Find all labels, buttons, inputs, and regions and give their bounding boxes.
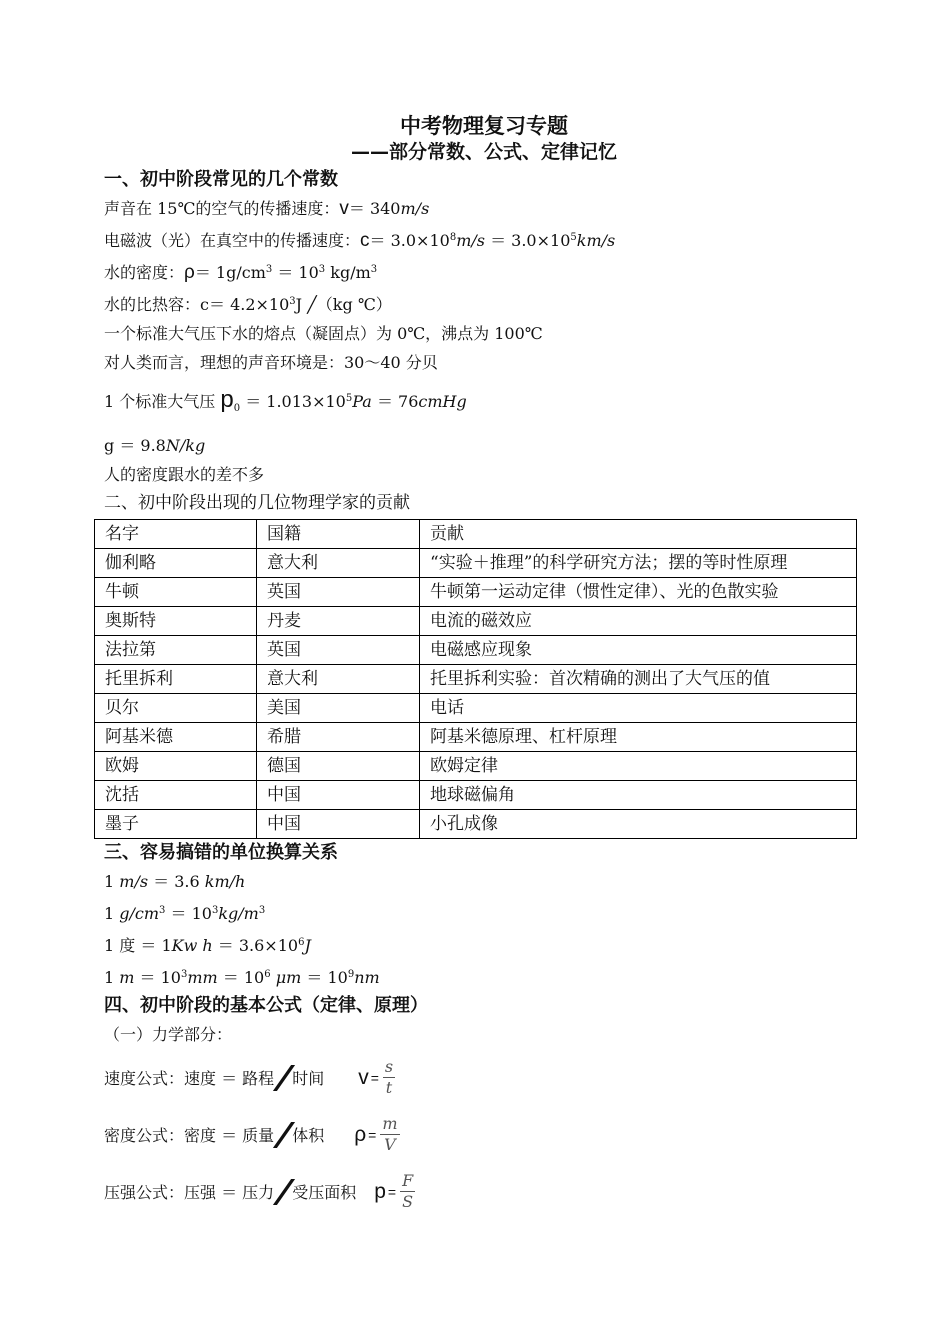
table-row [95, 665, 857, 694]
fraction: $\frac{s}{t}$ [384, 1057, 394, 1098]
nationality-cell: 中国 [257, 810, 420, 839]
contribution-cell: 牛顿第一运动定律（惯性定律）、光的色散实验 [420, 578, 857, 607]
fraction: $\frac{m}{V}$ [382, 1114, 398, 1155]
nationality-cell: 德国 [257, 752, 420, 781]
contribution-cell: 阿基米德原理、杠杆原理 [420, 723, 857, 752]
physicist-name-cell: 伽利略 [95, 549, 257, 578]
atmosphere-line: 1 个标准大气压 $p_0 = 1.013\times 10^5Pa$ ＝ 76cmHg [104, 386, 467, 415]
physicist-name-cell: 牛顿 [95, 578, 257, 607]
formula-speed: 速度公式：速度 ＝ 路程 时间 v = $\frac{s}{t}$ [104, 1057, 394, 1098]
nationality-cell: 英国 [257, 578, 420, 607]
section1-heading: 一、初中阶段常见的几个常数 [104, 169, 338, 190]
sound-speed-line: 声音在 15℃的空气的传播速度：v＝ 340m/s [104, 198, 430, 219]
unit-conversion-speed: 1 m/s ＝ 3.6 km/h [104, 872, 246, 892]
unit-conversion-energy: 1 度 ＝ 1Kw $h = 3.6\times 10^6J$ [104, 936, 311, 956]
formula-density: 密度公式：密度 ＝ 质量 体积 ρ = $\frac{m}{V}$ [104, 1114, 398, 1155]
nationality-cell: 希腊 [257, 723, 420, 752]
column-header: 名字 [95, 520, 257, 549]
table-header-row [95, 520, 857, 549]
section4-heading: 四、初中阶段的基本公式（定律、原理） [104, 995, 428, 1017]
contribution-cell: 小孔成像 [420, 810, 857, 839]
physicist-name-cell: 阿基米德 [95, 723, 257, 752]
unit-conversion-length: 1 $m = 10^3mm = 10^6$ $\mu m = 10^9nm$ [104, 968, 380, 988]
table-row [95, 694, 857, 723]
table-row [95, 607, 857, 636]
contribution-cell: 欧姆定律 [420, 752, 857, 781]
physicist-name-cell: 沈括 [95, 781, 257, 810]
heat-capacity-line: 水的比热容：$c= 4.2\times 10^3J$ ╱（kg ℃） [104, 295, 392, 314]
sound-environment-line: 对人类而言，理想的声音环境是：30～40 分贝 [104, 353, 438, 372]
column-header: 国籍 [257, 520, 420, 549]
nationality-cell: 英国 [257, 636, 420, 665]
contribution-cell: 电流的磁效应 [420, 607, 857, 636]
page-title: 中考物理复习专题 [400, 114, 568, 138]
physicist-name-cell: 墨子 [95, 810, 257, 839]
table-row [95, 781, 857, 810]
physicist-name-cell: 奥斯特 [95, 607, 257, 636]
contribution-cell: “实验＋推理”的科学研究方法；摆的等时性原理 [420, 549, 857, 578]
contribution-cell: 地球磁偏角 [420, 781, 857, 810]
nationality-cell: 中国 [257, 781, 420, 810]
physicist-name-cell: 欧姆 [95, 752, 257, 781]
unit-conversion-density: 1 $g/cm^3 = 10^3kg/m^3$ [104, 904, 266, 924]
table-row [95, 723, 857, 752]
table-row [95, 578, 857, 607]
table-row [95, 752, 857, 781]
physicist-name-cell: 法拉第 [95, 636, 257, 665]
formula-list [104, 1049, 864, 1220]
water-density-line: 水的密度：$\rho= 1g/cm^3 = 10^3$ $kg/m^3$ [104, 262, 378, 283]
physicists-table [94, 519, 857, 839]
contribution-cell: 电磁感应现象 [420, 636, 857, 665]
nationality-cell: 美国 [257, 694, 420, 723]
document-page [104, 112, 864, 1220]
table-row [95, 636, 857, 665]
contribution-cell: 托里拆利实验：首次精确的测出了大气压的值 [420, 665, 857, 694]
section2-heading: 二、初中阶段出现的几位物理学家的贡献 [104, 493, 410, 514]
physicist-name-cell: 贝尔 [95, 694, 257, 723]
section3-heading: 三、容易搞错的单位换算关系 [104, 842, 338, 864]
mechanics-subheading: （一）力学部分： [104, 1025, 233, 1045]
contribution-cell: 电话 [420, 694, 857, 723]
physicist-name-cell: 托里拆利 [95, 665, 257, 694]
page-subtitle: ——部分常数、公式、定律记忆 [350, 141, 617, 163]
light-speed-line: 电磁波（光）在真空中的传播速度：$c= 3.0\times 10^8m/s = 3.0\times 10^5km/s$ [104, 230, 616, 251]
table-row [95, 810, 857, 839]
formula-pressure: 压强公式：压强 ＝ 压力 受压面积 p = $\frac{F}{S}$ [104, 1171, 414, 1212]
fraction: $\frac{F}{S}$ [402, 1171, 414, 1212]
gravity-line: g ＝ 9.8N/kg [104, 436, 206, 456]
column-header: 贡献 [420, 520, 857, 549]
human-density-line: 人的密度跟水的差不多 [104, 465, 265, 485]
nationality-cell: 意大利 [257, 665, 420, 694]
table-row [95, 549, 857, 578]
melting-boiling-line: 一个标准大气压下水的熔点（凝固点）为 0℃，沸点为 100℃ [104, 324, 543, 343]
nationality-cell: 丹麦 [257, 607, 420, 636]
nationality-cell: 意大利 [257, 549, 420, 578]
